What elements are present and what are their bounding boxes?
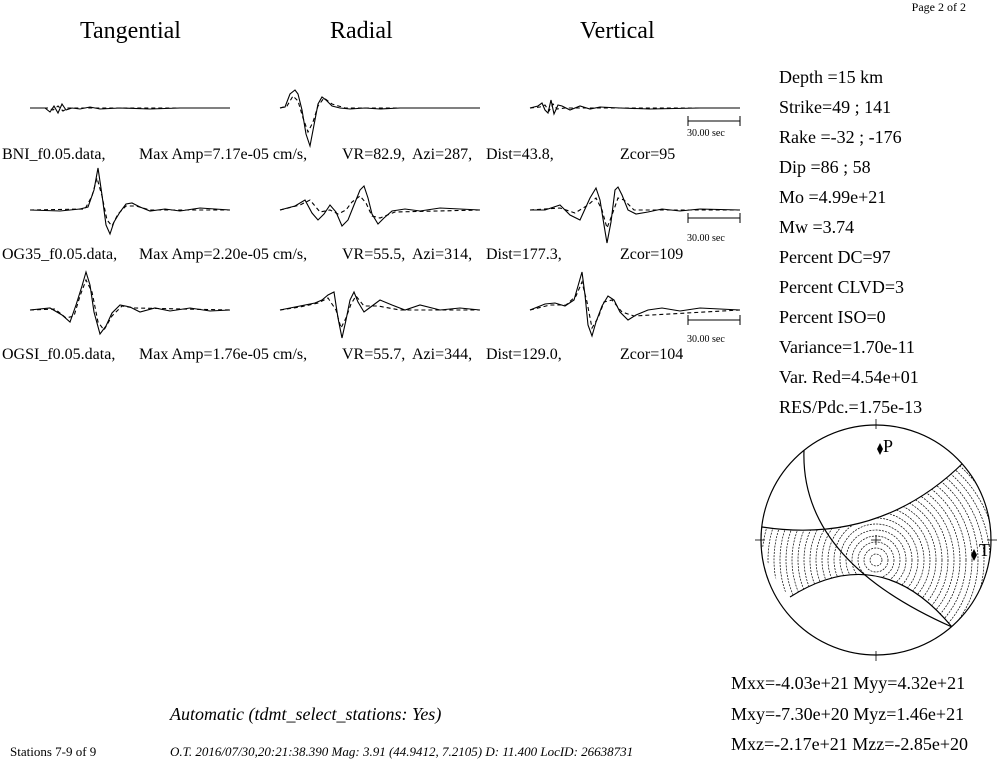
station-3-zcor: Zcor=104: [620, 346, 684, 363]
station-3-vr: VR=55.7,: [342, 346, 406, 363]
tensor-row-1: Mxx=-4.03e+21 Myy=4.32e+21: [731, 673, 966, 693]
scale-label-2: 30.00 sec: [687, 233, 725, 244]
param-percent-dc: Percent DC=97: [779, 247, 891, 267]
station-3-file: OGSI_f0.05.data,: [2, 346, 116, 363]
tensor-row-2: Mxy=-7.30e+20 Myz=1.46e+21: [731, 704, 965, 724]
station-3-dist: Dist=129.0,: [486, 346, 562, 363]
param-res-pdc: RES/Pdc.=1.75e-13: [779, 397, 923, 417]
param-strike: Strike=49 ; 141: [779, 97, 892, 117]
automatic-note: Automatic (tdmt_select_stations: Yes): [170, 704, 442, 724]
origin-time-info: O.T. 2016/07/30,20:21:38.390 Mag: 3.91 (44.9412, 7.2105) D: 11.400 LocID: 26638731: [170, 744, 634, 759]
stations-count: Stations 7-9 of 9: [10, 744, 97, 759]
t-axis-label: T: [979, 540, 990, 560]
station-1-file: BNI_f0.05.data,: [2, 146, 106, 163]
scale-label-1: 30.00 sec: [687, 128, 725, 139]
param-var-red: Var. Red=4.54e+01: [779, 367, 919, 387]
param-dip: Dip =86 ; 58: [779, 157, 871, 177]
station-2-maxamp: Max Amp=2.20e-05 cm/s,: [139, 246, 308, 263]
station-1-zcor: Zcor=95: [620, 146, 676, 163]
param-rake: Rake =-32 ; -176: [779, 127, 902, 147]
column-header-tangential: Tangential: [80, 18, 181, 44]
station-2-dist: Dist=177.3,: [486, 246, 562, 263]
param-mo: Mo =4.99e+21: [779, 187, 887, 207]
station-2-vr: VR=55.5,: [342, 246, 406, 263]
column-header-radial: Radial: [330, 18, 393, 44]
param-percent-iso: Percent ISO=0: [779, 307, 886, 327]
station-1-maxamp: Max Amp=7.17e-05 cm/s,: [139, 146, 308, 163]
scale-label-3: 30.00 sec: [687, 334, 725, 345]
nodal-plane-2: [804, 450, 952, 627]
station-1-azi: Azi=287,: [412, 146, 473, 163]
station-3-maxamp: Max Amp=1.76e-05 cm/s,: [139, 346, 308, 363]
param-variance: Variance=1.70e-11: [779, 337, 915, 357]
nodal-plane-1: [762, 462, 964, 530]
station-2-azi: Azi=314,: [412, 246, 473, 263]
page-number: Page 2 of 2: [911, 0, 966, 14]
param-percent-clvd: Percent CLVD=3: [779, 277, 904, 297]
nodal-plane-3: [790, 574, 952, 627]
station-1-dist: Dist=43.8,: [486, 146, 554, 163]
station-1-vr: VR=82.9,: [342, 146, 406, 163]
tensor-row-3: Mxz=-2.17e+21 Mzz=-2.85e+20: [731, 734, 969, 754]
param-mw: Mw =3.74: [779, 217, 855, 237]
station-2-file: OG35_f0.05.data,: [2, 246, 118, 263]
p-axis-label: P: [883, 436, 894, 456]
station-3-azi: Azi=344,: [412, 346, 473, 363]
param-depth: Depth =15 km: [779, 67, 884, 87]
column-header-vertical: Vertical: [580, 18, 655, 44]
station-2-zcor: Zcor=109: [620, 246, 684, 263]
